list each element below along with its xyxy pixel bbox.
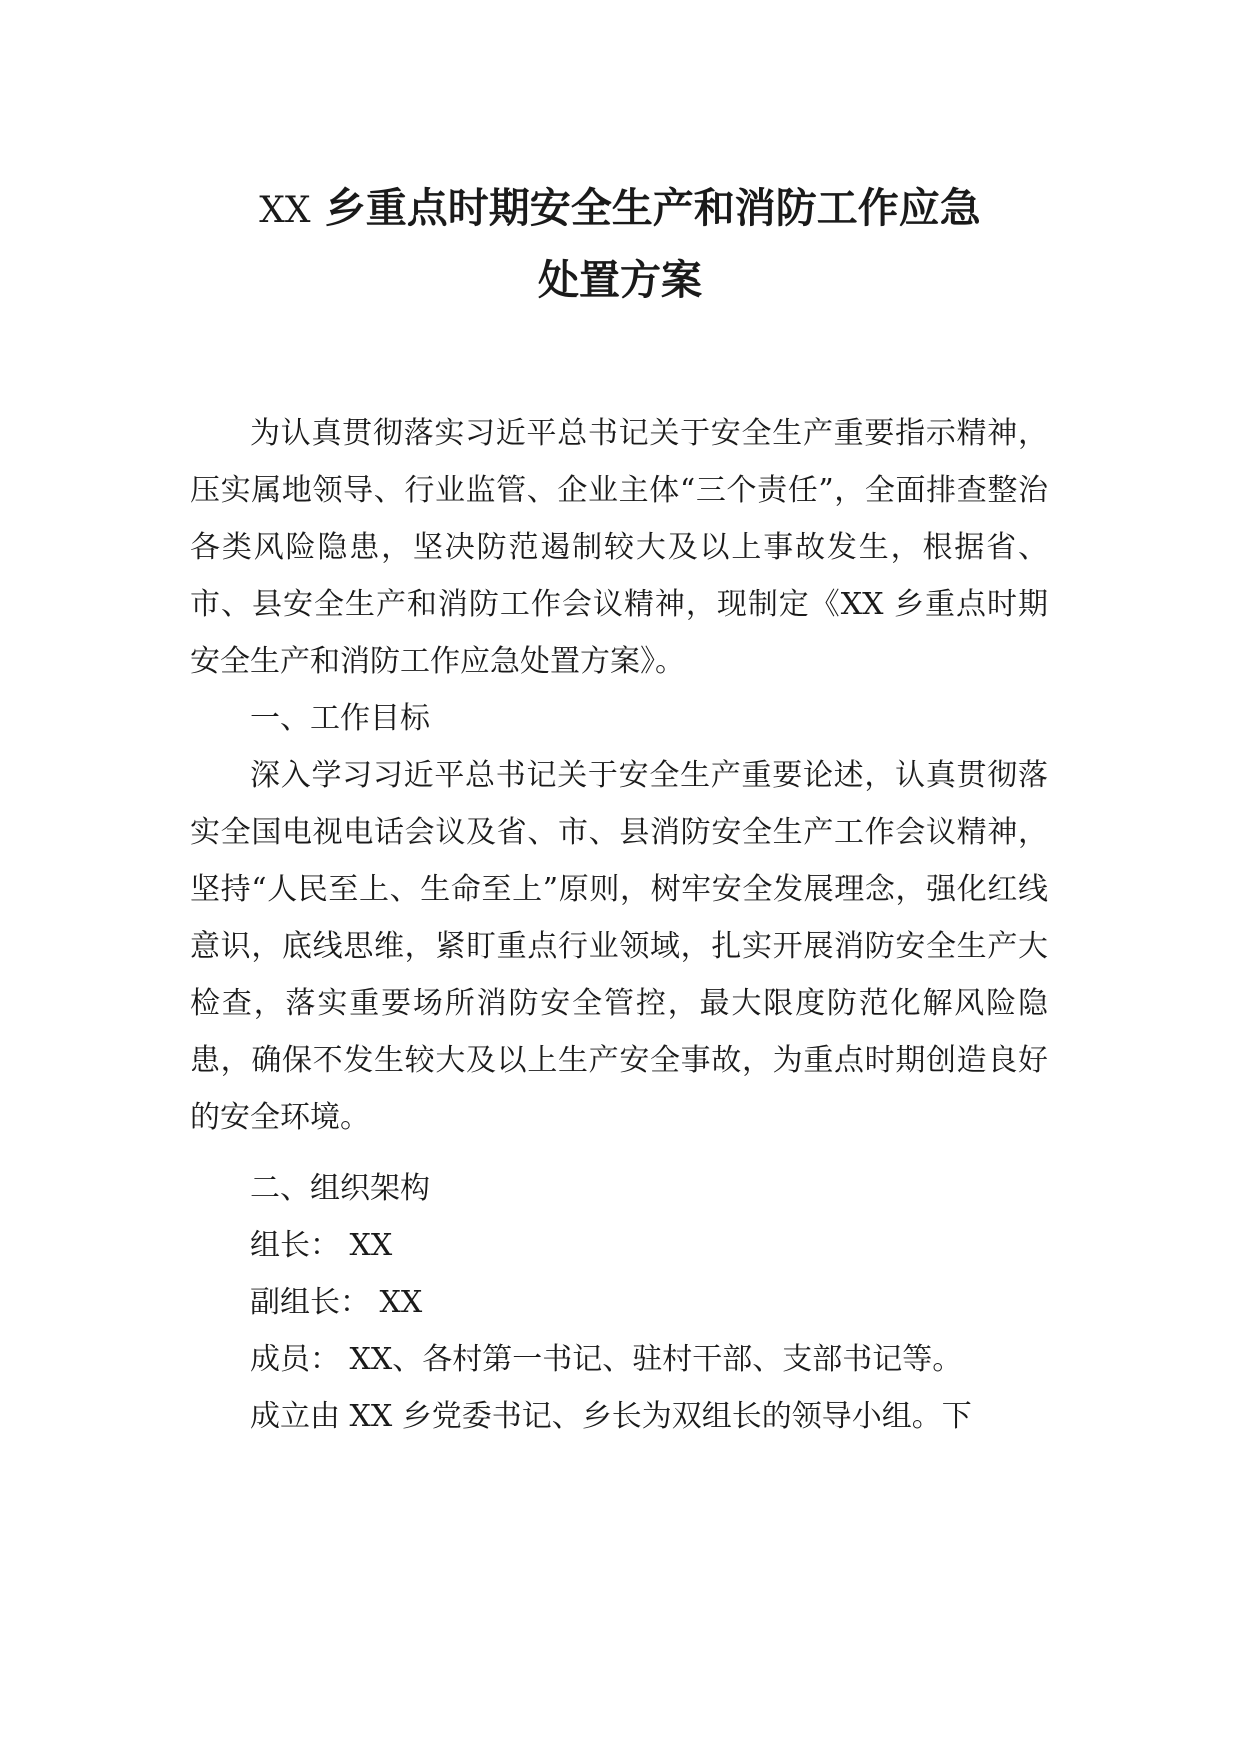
section-heading-organization: 二、组织架构: [250, 1171, 430, 1206]
goals-paragraph: 深入学习习近平总书记关于安全生产重要论述，认真贯彻落实全国电视电话会议及省、市、县消防安全生产工作会议精神，坚持“人民至上、生命至上”原则，树牢安全发展理念，强化红线意识，底线思维，紧盯重点行业领域，扎实开展消防安全生产大检查，落实重要场所消防安全管控，最大限度防范化解风险隐患，确保不发生较大及以上生产安全事故，为重点时期创造良好的安全环境。: [190, 758, 1048, 1135]
title-line-1-text: 乡重点时期安全生产和消防工作应急: [310, 184, 981, 232]
members-line: 成员： XX、各村第一书记、驻村干部、支部书记等。: [250, 1342, 963, 1377]
group-leader-line: 组长： XX: [250, 1228, 393, 1263]
intro-paragraph: 为认真贯彻落实习近平总书记关于安全生产重要指示精神，压实属地领导、行业监管、企业主体“三个责任”，全面排查整治各类风险隐患，坚决防范遏制较大及以上事故发生，根据省、市、县安全生产和消防工作会议精神，现制定《XX 乡重点时期安全生产和消防工作应急处置方案》。: [190, 416, 1048, 679]
document-title-line-2: 处置方案: [538, 256, 702, 304]
deputy-leader-line: 副组长： XX: [250, 1285, 423, 1320]
document-body: [190, 405, 1048, 1445]
title-prefix: XX: [259, 190, 311, 231]
document-title-line-1: [150, 178, 1090, 241]
organization-paragraph: 成立由 XX 乡党委书记、乡长为双组长的领导小组。下: [250, 1399, 972, 1434]
section-heading-goals: 一、工作目标: [250, 701, 430, 736]
